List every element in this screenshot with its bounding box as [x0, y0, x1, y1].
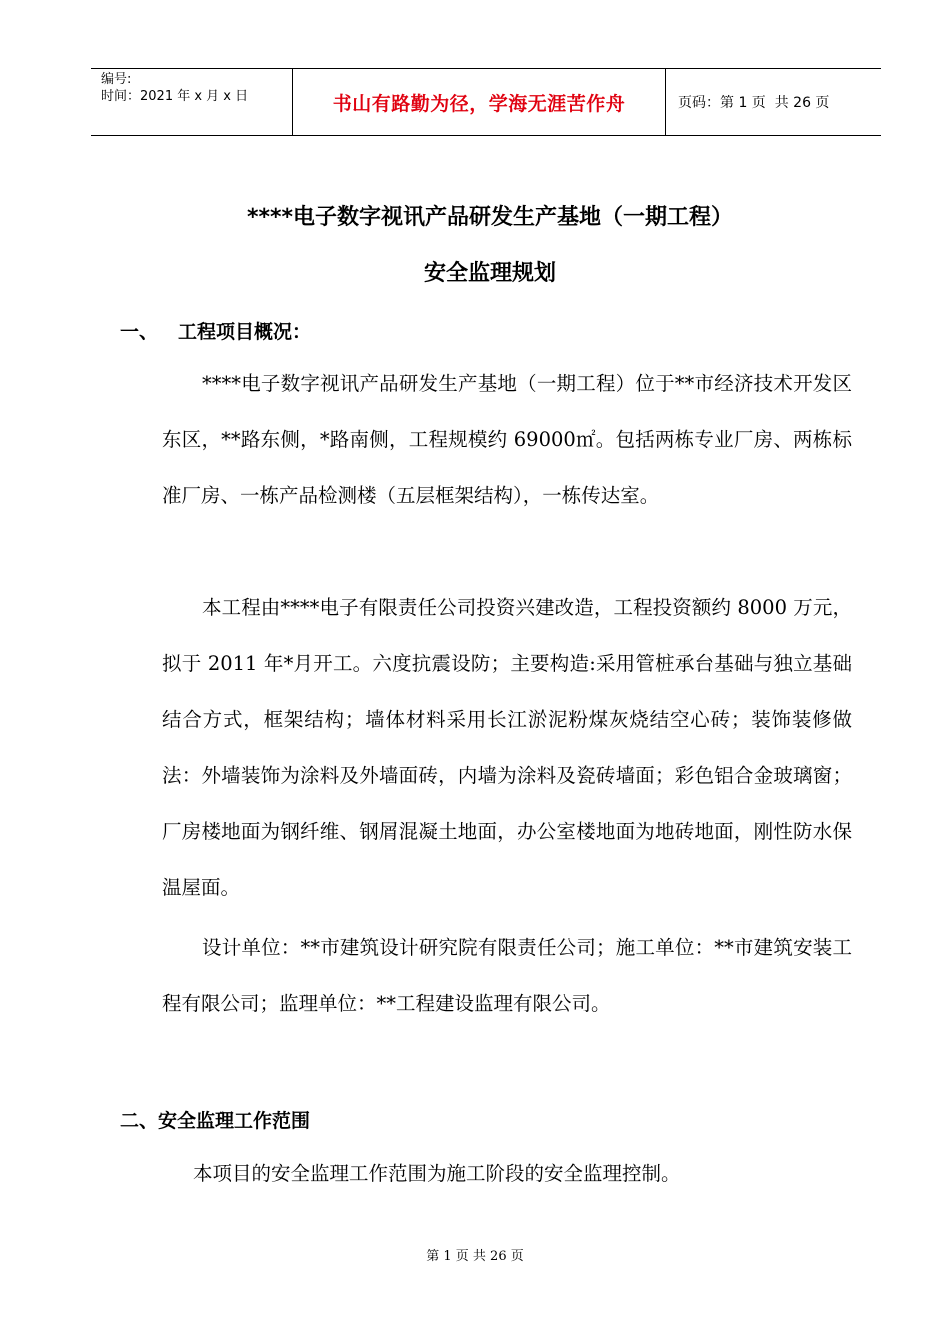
header-motto-cell [293, 69, 666, 135]
header-page-cell [666, 69, 881, 135]
section-1-paragraph-3: 设计单位：**市建筑设计研究院有限责任公司；施工单位：**市建筑安装工程有限公司；监理单位：**工程建设监理有限公司。 [162, 936, 852, 1015]
header-meta-cell [91, 69, 293, 135]
serial-number-label: 编号: [101, 72, 132, 87]
header-page-number: 页码：第 1 页 共 26 页 [678, 95, 830, 111]
section-1-paragraph-2: 本工程由****电子有限责任公司投资兴建改造，工程投资额约 8000 万元，拟于 2011 年*月开工。六度抗震设防；主要构造:采用管桩承台基础与独立基础结合方式，框架结构；墙体材料采用长江淤泥粉煤灰烧结空心砖；装饰装修做法：外墙装饰为涂料及外墙面砖，内墙为涂料及瓷砖墙面；彩色铝合金玻璃窗；厂房楼地面为钢纤维、钢屑混凝土地面，办公室楼地面为地砖地面，刚性防水保温屋面。 [162, 596, 852, 899]
date-label: 时间：2021 年 x 月 x 日 [101, 89, 249, 104]
section-1-number: 一、 [120, 321, 159, 343]
page-header [91, 68, 881, 136]
page-footer: 第 1 页 共 26 页 [426, 1249, 524, 1264]
header-motto: 书山有路勤为径，学海无涯苦作舟 [332, 92, 626, 115]
section-2-heading: 二、安全监理工作范围 [120, 1110, 311, 1132]
document-title: ****电子数字视讯产品研发生产基地（一期工程） [246, 205, 734, 230]
section-1-title: 工程项目概况： [178, 321, 312, 343]
section-1-paragraph-1: ****电子数字视讯产品研发生产基地（一期工程）位于**市经济技术开发区东区，**路东侧，*路南侧，工程规模约 69000㎡。包括两栋专业厂房、两栋标准厂房、一栋产品检测楼（五层框架结构），一栋传达室。 [162, 372, 852, 507]
section-1-heading [120, 317, 311, 344]
document-subtitle: 安全监理规划 [423, 261, 556, 286]
section-2-paragraph-1: 本项目的安全监理工作范围为施工阶段的安全监理控制。 [193, 1162, 681, 1185]
